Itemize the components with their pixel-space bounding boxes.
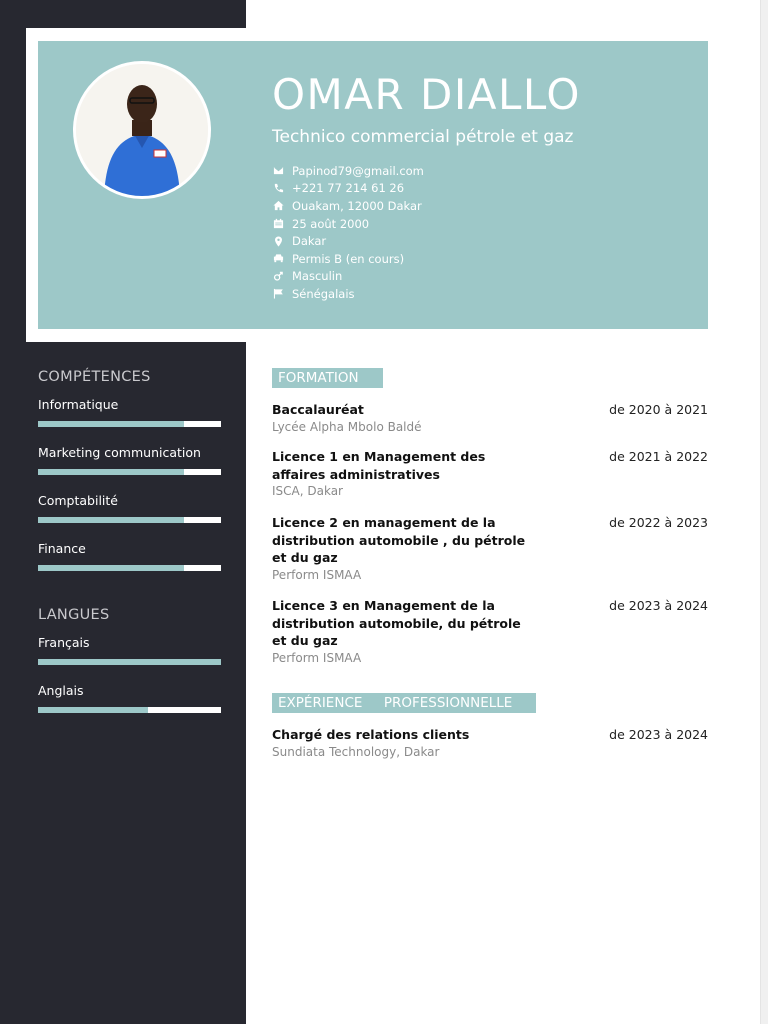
entry-date: de 2020 à 2021	[609, 402, 708, 417]
entry-company: Sundiata Technology, Dakar	[272, 744, 440, 759]
skill-item	[38, 445, 222, 493]
entry-institution: Perform ISMAA	[272, 567, 362, 582]
entry-institution: Lycée Alpha Mbolo Baldé	[272, 419, 422, 434]
language-label: Français	[38, 635, 90, 650]
contact-nationality	[272, 285, 424, 303]
entry-institution: Perform ISMAA	[272, 650, 362, 665]
candidate-name: OMAR DIALLO	[272, 70, 581, 119]
language-bar-fill	[38, 659, 221, 665]
entry-title: Licence 3 en Management de la distribution automobile, du pétrole et du gaz	[272, 598, 521, 648]
skill-bar	[38, 565, 221, 571]
skill-bar	[38, 517, 221, 523]
contact-gender-text: Masculin	[292, 269, 343, 284]
car-icon	[272, 253, 284, 265]
skills-heading: COMPÉTENCES	[38, 369, 151, 385]
page-edge	[760, 0, 768, 1024]
map-pin-icon	[272, 235, 284, 247]
skill-label: Finance	[38, 541, 86, 556]
language-bar	[38, 659, 221, 665]
skill-bar-fill	[38, 469, 184, 475]
entry-title: Licence 2 en management de la distribution automobile , du pétrole et du gaz	[272, 515, 526, 565]
skill-label: Informatique	[38, 397, 119, 412]
formation-entry	[272, 514, 708, 584]
languages-heading: LANGUES	[38, 607, 110, 623]
experience-heading: EXPÉRIENCE PROFESSIONNELLE	[272, 693, 536, 713]
calendar-icon	[272, 218, 284, 230]
skill-item	[38, 541, 222, 589]
language-item	[38, 635, 222, 683]
contact-birthdate-text: 25 août 2000	[292, 216, 370, 231]
job-title: Technico commercial pétrole et gaz	[272, 127, 574, 147]
skill-bar-fill	[38, 517, 184, 523]
contact-nationality-text: Sénégalais	[292, 286, 355, 301]
entry-date: de 2022 à 2023	[609, 515, 708, 530]
skill-bar	[38, 421, 221, 427]
entry-title: Licence 1 en Management des affaires administratives	[272, 449, 486, 482]
entry-date: de 2021 à 2022	[609, 449, 708, 464]
formation-heading: FORMATION	[272, 368, 383, 388]
contact-email[interactable]	[272, 162, 424, 180]
contact-license-text: Permis B (en cours)	[292, 251, 405, 266]
skill-bar-fill	[38, 421, 184, 427]
experience-entry	[272, 726, 708, 761]
entry-title: Baccalauréat	[272, 402, 364, 417]
contact-phone[interactable]	[272, 180, 424, 198]
language-bar	[38, 707, 221, 713]
contact-address-text: Ouakam, 12000 Dakar	[292, 198, 422, 213]
skill-label: Comptabilité	[38, 493, 118, 508]
language-label: Anglais	[38, 683, 84, 698]
entry-date: de 2023 à 2024	[609, 598, 708, 613]
skill-label: Marketing communication	[38, 445, 201, 460]
contact-phone-text: +221 77 214 61 26	[292, 181, 405, 196]
phone-icon	[272, 182, 284, 194]
skills-section	[38, 369, 222, 589]
entry-date: de 2023 à 2024	[609, 727, 708, 742]
formation-entry	[272, 597, 708, 667]
envelope-icon	[272, 165, 284, 177]
contact-list	[272, 162, 424, 303]
profile-photo	[73, 61, 211, 199]
contact-address	[272, 197, 424, 215]
contact-gender	[272, 268, 424, 286]
language-bar-fill	[38, 707, 148, 713]
skill-item	[38, 397, 222, 445]
entry-title: Chargé des relations clients	[272, 727, 470, 742]
skill-bar-fill	[38, 565, 184, 571]
skill-item	[38, 493, 222, 541]
contact-birthplace-text: Dakar	[292, 234, 327, 249]
formation-entry	[272, 401, 708, 436]
skill-bar	[38, 469, 221, 475]
entry-institution: ISCA, Dakar	[272, 484, 343, 498]
flag-icon	[272, 288, 284, 300]
contact-birthdate	[272, 215, 424, 233]
formation-entry	[272, 448, 708, 501]
language-item	[38, 683, 222, 731]
gender-icon	[272, 270, 284, 282]
contact-license	[272, 250, 424, 268]
contact-birthplace	[272, 232, 424, 250]
home-icon	[272, 200, 284, 212]
contact-email-text: Papinod79@gmail.com	[292, 163, 424, 178]
languages-section	[38, 607, 222, 731]
